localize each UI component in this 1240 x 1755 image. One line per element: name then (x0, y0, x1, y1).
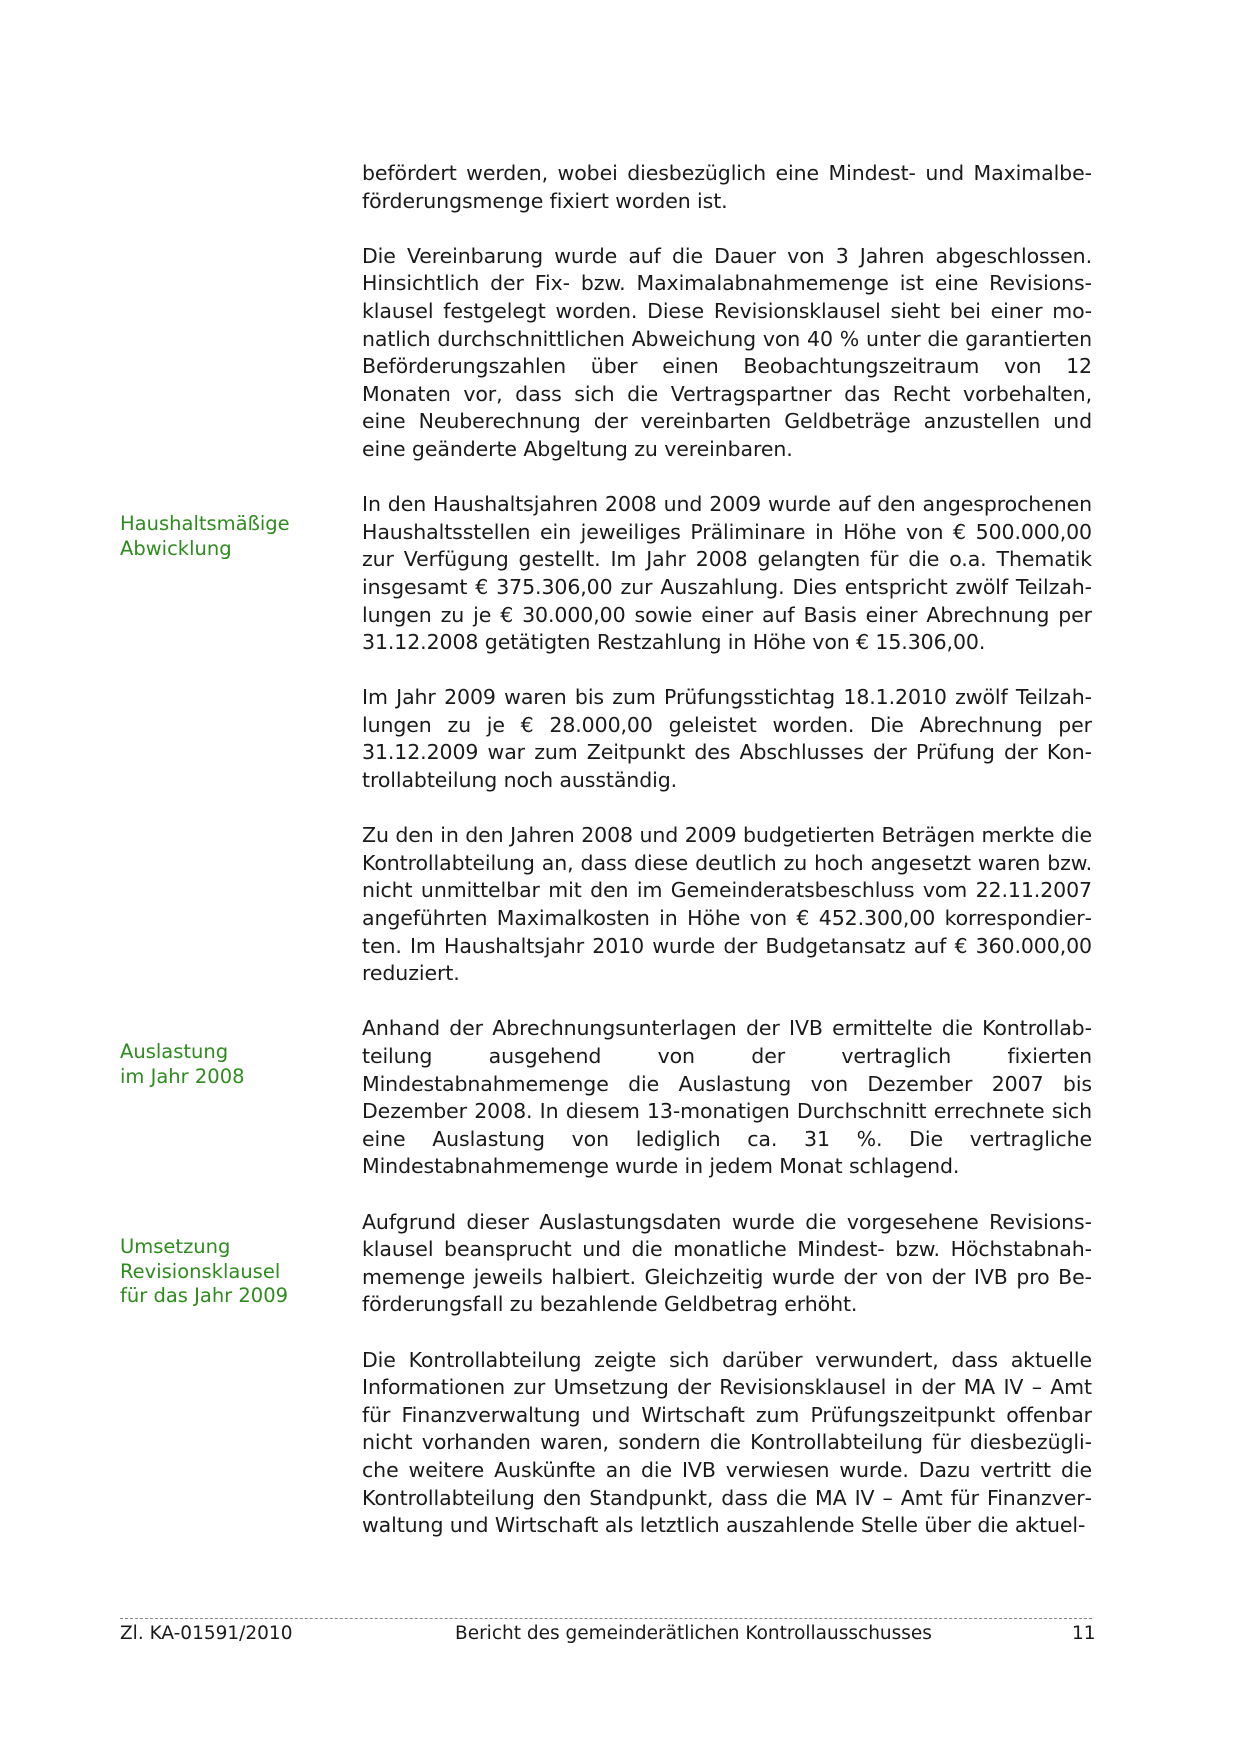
margin-note-umsetzung-line2: Revisionsklausel (120, 1259, 281, 1283)
paragraph-payments-2009: Im Jahr 2009 waren bis zum Prüfungsstichtag 18.1.2010 zwölf Teilzahlungen zu je € 28.000,00 geleistet worden. Die Abrechnung per 31.12.2009 war zum Zeitpunkt des Abschlusses der Prüfung der Kontrollabteilung noch ausständig. (362, 685, 1092, 793)
margin-note-umsetzung-line1: Umsetzung (120, 1235, 231, 1258)
paragraph-budget-2008: In den Haushaltsjahren 2008 und 2009 wurde auf den angesprochenen Haushaltsstellen ein jeweiliges Präliminare in Höhe von € 500.000,00 zur Verfügung gestellt. Im Jahr 2008 gelangten für die o.a. Thematik insgesamt € 375.306,00 zur Auszahlung. Dies entspricht zwölf Teilzahlungen zu je € 30.000,00 sowie einer auf Basis einer Abrechnung per 31.12.2008 getätigten Restzahlung in Höhe von € 15.306,00. (362, 492, 1092, 655)
margin-note-auslastung-line1: Auslastung (120, 1040, 229, 1063)
body-text-column (362, 160, 1092, 1567)
paragraph-utilization: Anhand der Abrechnungsunterlagen der IVB ermittelte die Kontrollabteilung ausgehend von der vertraglich fixierten Mindestabnahmemenge die Auslastung von Dezember 2007 bis Dezember 2008. In diesem 13-monatigen Durchschnitt errechnete sich eine Auslastung von lediglich ca. 31 %. Die vertragliche Mindestabnahmemenge wurde in jedem Monat schlagend. (362, 1016, 1092, 1179)
margin-note-auslastung (120, 1040, 325, 1089)
footer-reference: Zl. KA-01591/2010 (120, 1623, 293, 1644)
paragraph-budget-remarks: Zu den in den Jahren 2008 und 2009 budgetierten Beträgen merkte die Kontrollabteilung an, dass diese deutlich zu hoch angesetzt waren bzw. nicht unmittelbar mit den im Gemeinderatsbeschluss vom 22.11.2007 angeführten Maximalkosten in Höhe von € 452.300,00 korrespondierten. Im Haushaltsjahr 2010 wurde der Budgetansatz auf € 360.000,00 reduziert. (362, 823, 1092, 986)
paragraph-information-gap: Die Kontrollabteilung zeigte sich darüber verwundert, dass aktuelle Informationen zur Umsetzung der Revisionsklausel in der MA IV – Amt für Finanzverwaltung und Wirtschaft zum Prüfungszeitpunkt offenbar nicht vorhanden waren, sondern die Kontrollabteilung für diesbezügliche weitere Auskünfte an die IVB verwiesen wurde. Dazu vertritt die Kontrollabteilung den Standpunkt, dass die MA IV – Amt für Finanzverwaltung und Wirtschaft als letztlich auszahlende Stelle über die aktuel- (362, 1347, 1092, 1538)
margin-note-haushalt (120, 512, 325, 561)
paragraph-agreement: Die Vereinbarung wurde auf die Dauer von 3 Jahren abgeschlossen. Hinsichtlich der Fix- bzw. Maximalabnahmemenge ist eine Revisionsklausel festgelegt worden. Diese Revisionsklausel sieht bei einer monatlich durchschnittlichen Abweichung von 40 % unter die garantierten Beförderungszahlen über einen Beobachtungszeitraum von 12 Monaten vor, dass sich die Vertragspartner das Recht vorbehalten, eine Neuberechnung der vereinbarten Geldbeträge anzustellen und eine geänderte Abgeltung zu vereinbaren. (362, 243, 1092, 461)
paragraph-continuation: befördert werden, wobei diesbezüglich eine Mindest- und Maximalbeförderungsmenge fixiert worden ist. (362, 161, 1092, 213)
paragraph-revision-clause: Aufgrund dieser Auslastungsdaten wurde die vorgesehene Revisionsklausel beansprucht und die monatliche Mindest- bzw. Höchstabnahmemenge jeweils halbiert. Gleichzeitig wurde der von der IVB pro Beförderungsfall zu bezahlende Geldbetrag erhöht. (362, 1209, 1092, 1317)
footer-title: Bericht des gemeinderätlichen Kontrollausschusses (455, 1623, 932, 1644)
footer-divider (120, 1618, 1092, 1619)
margin-note-umsetzung (120, 1235, 325, 1309)
margin-note-auslastung-line2: im Jahr 2008 (120, 1064, 245, 1088)
footer-page-number: 11 (1072, 1623, 1096, 1644)
margin-note-haushalt-text: Haushaltsmäßige Abwicklung (120, 512, 290, 560)
margin-note-umsetzung-line3: für das Jahr 2009 (120, 1284, 289, 1308)
